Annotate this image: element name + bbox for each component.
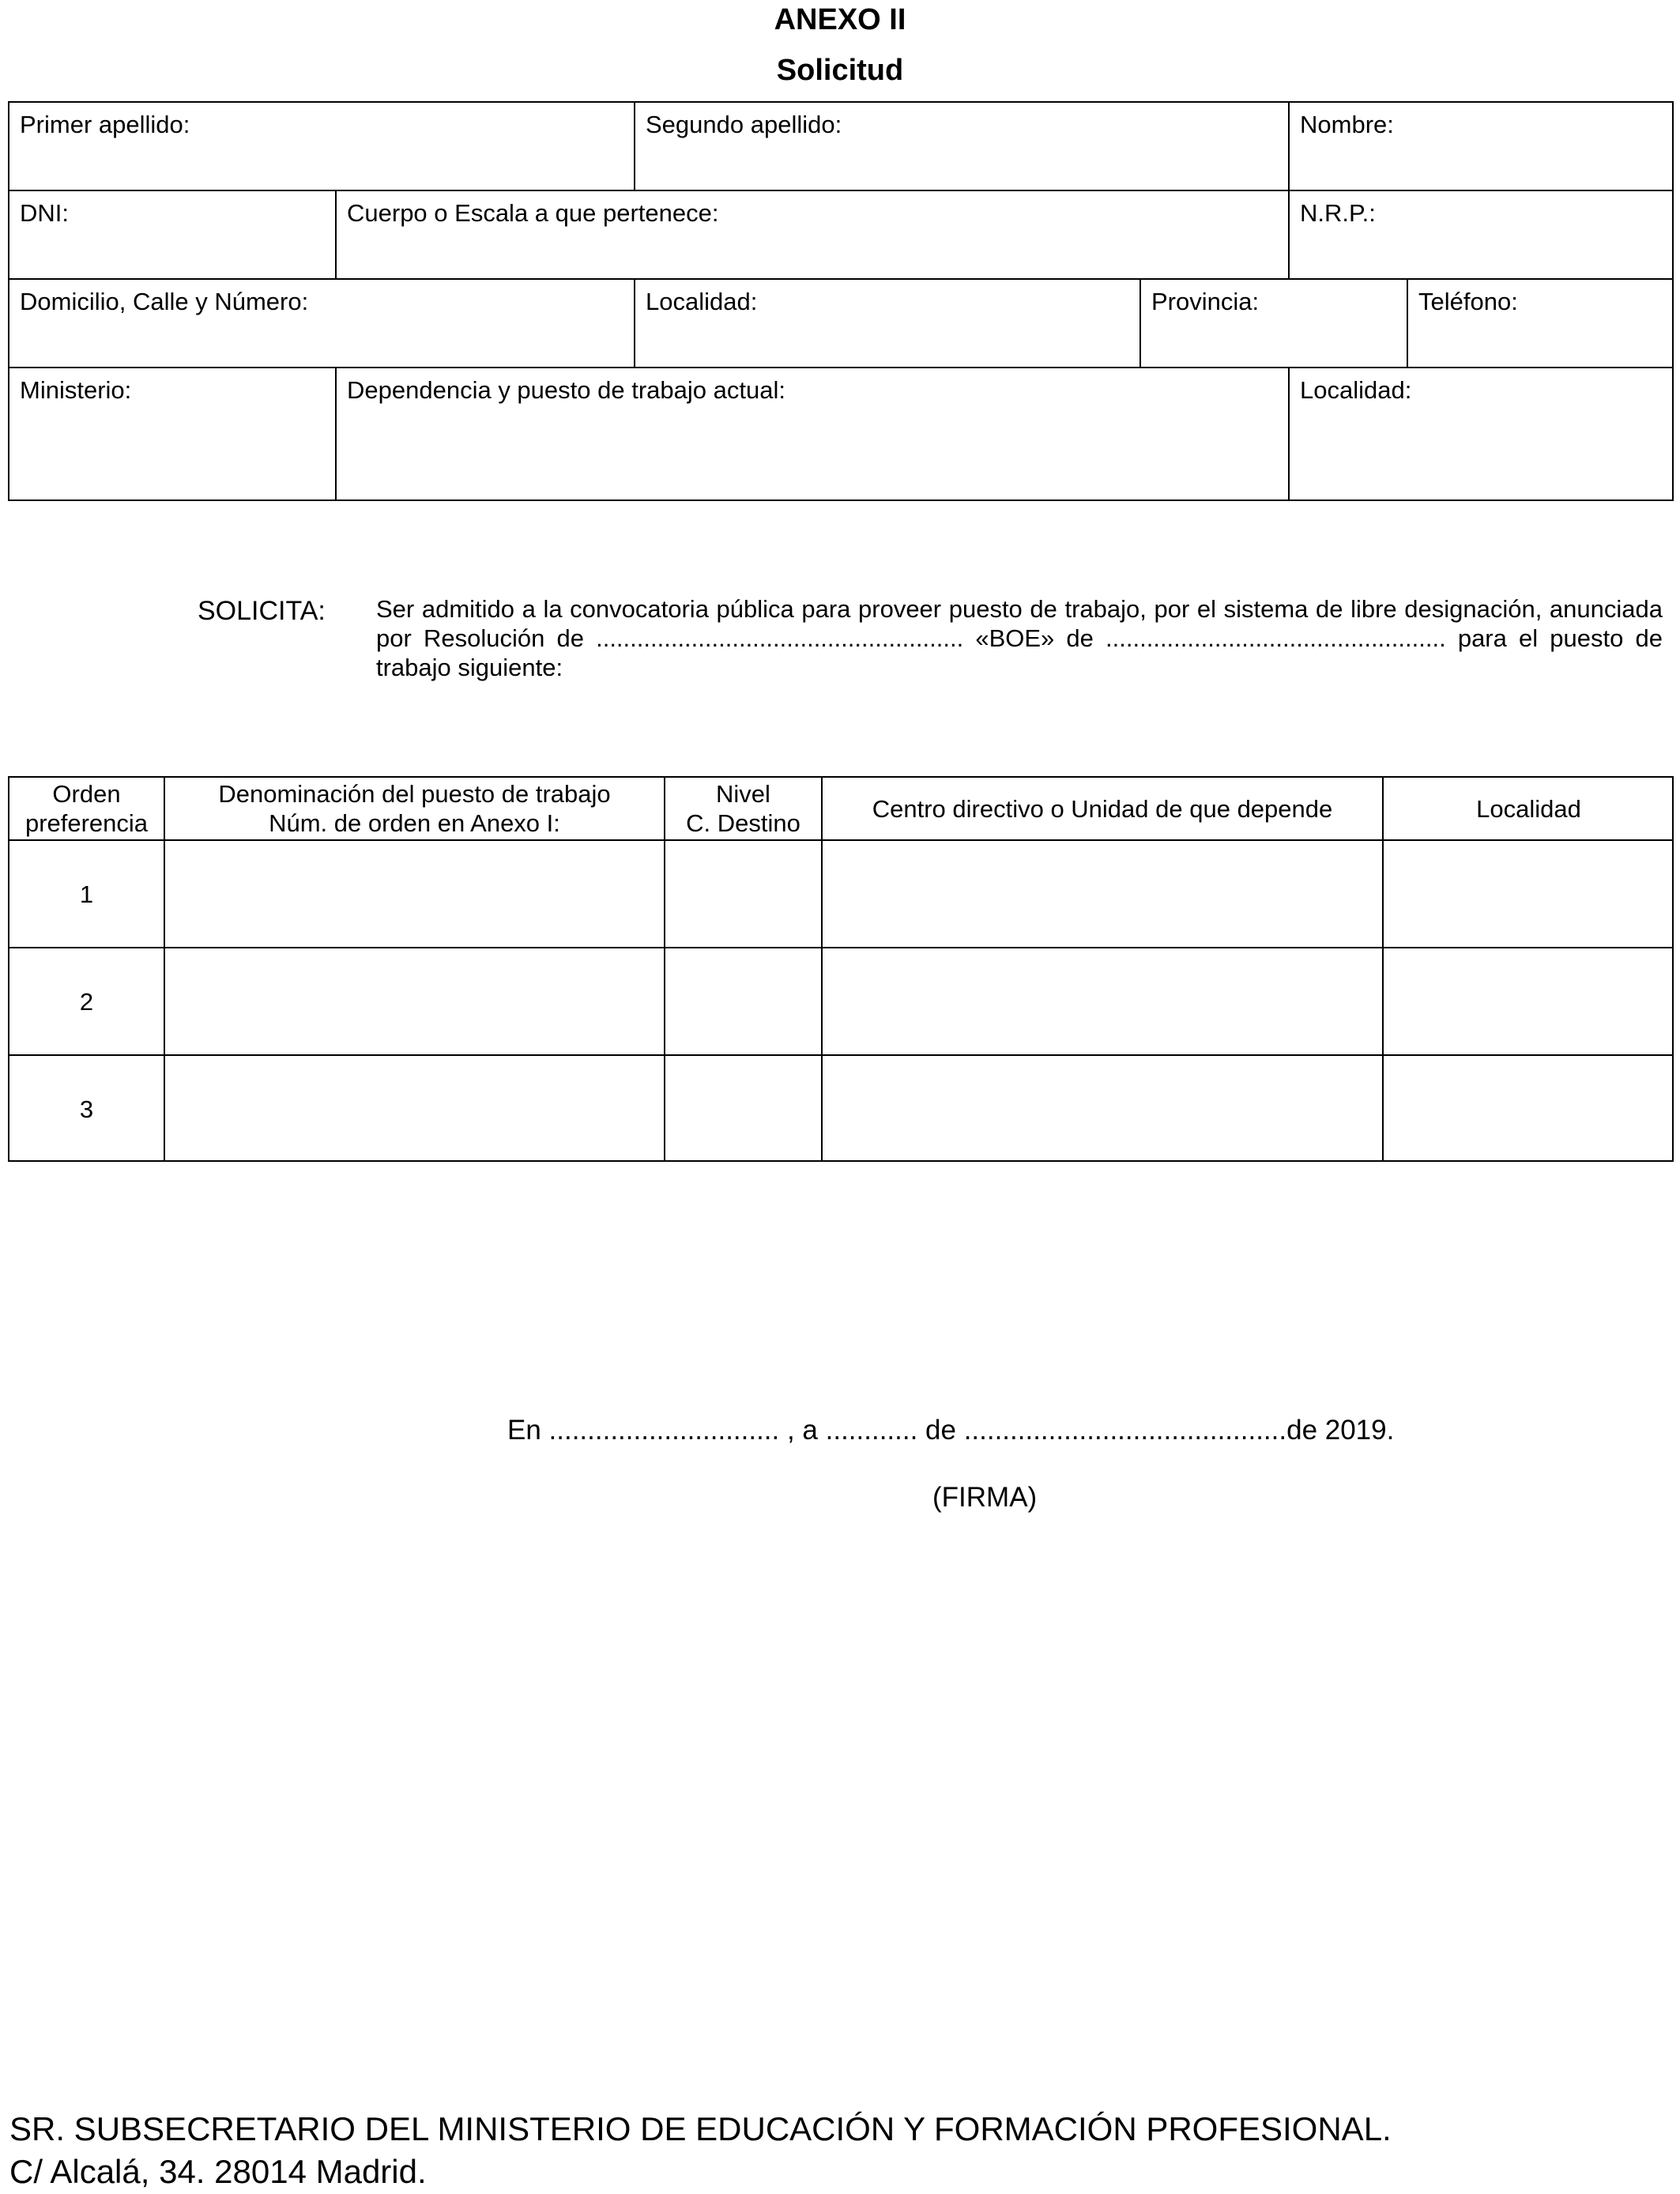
- table-row-1-nivel[interactable]: [664, 839, 821, 947]
- table-row-1-orden: [8, 839, 164, 947]
- header-nivel: [664, 776, 821, 839]
- solicita-text: Ser admitido a la convocatoria pública para proveer puesto de trabajo, por el sistema de libre designación, anunciada por Resolución de ...................................................... «BOE» de .................................................. para el puesto de trabajo siguiente:: [376, 595, 1663, 681]
- header-localidad: [1382, 776, 1674, 839]
- table-row-3-centro[interactable]: [821, 1054, 1382, 1162]
- field-localidad-trabajo[interactable]: Localidad:: [1288, 367, 1674, 501]
- field-domicilio[interactable]: Domicilio, Calle y Número:: [8, 278, 634, 367]
- table-border-bottom: [8, 1160, 1674, 1162]
- document-title: ANEXO II: [774, 3, 906, 36]
- table-row-1-denominacion[interactable]: [164, 839, 664, 947]
- header-localidad-label: Localidad: [1476, 794, 1581, 823]
- header-nivel-line2: C. Destino: [686, 809, 800, 837]
- header-centro: [821, 776, 1382, 839]
- date-place-line: En .............................. , a ............ de ..........................................de 2019.: [507, 1415, 1395, 1446]
- form-border-right: [1672, 101, 1674, 501]
- header-centro-label: Centro directivo o Unidad de que depende: [872, 794, 1333, 823]
- header-orden: [8, 776, 164, 839]
- field-dni[interactable]: DNI:: [8, 190, 335, 278]
- table-row-2-centro[interactable]: [821, 947, 1382, 1054]
- field-ministerio[interactable]: Ministerio:: [8, 367, 335, 501]
- document-subtitle: Solicitud: [776, 54, 904, 87]
- row-1-orden-value: 1: [79, 880, 94, 908]
- table-row-2-orden: [8, 947, 164, 1054]
- addressee-line-2: C/ Alcalá, 34. 28014 Madrid.: [9, 2153, 427, 2190]
- field-segundo-apellido[interactable]: Segundo apellido:: [634, 101, 1288, 190]
- table-row-2-denominacion[interactable]: [164, 947, 664, 1054]
- row-3-orden-value: 3: [79, 1095, 94, 1123]
- table-border-right: [1672, 776, 1674, 1162]
- form-border-bottom: [8, 499, 1674, 501]
- field-localidad[interactable]: Localidad:: [634, 278, 1139, 367]
- field-telefono[interactable]: Teléfono:: [1407, 278, 1674, 367]
- row-2-orden-value: 2: [79, 987, 94, 1016]
- table-row-3-denominacion[interactable]: [164, 1054, 664, 1162]
- solicita-label: SOLICITA:: [198, 596, 326, 626]
- table-row-3-orden: [8, 1054, 164, 1162]
- field-provincia[interactable]: Provincia:: [1139, 278, 1407, 367]
- field-primer-apellido[interactable]: Primer apellido:: [8, 101, 634, 190]
- table-row-2-localidad[interactable]: [1382, 947, 1674, 1054]
- table-row-1-localidad[interactable]: [1382, 839, 1674, 947]
- header-orden-line1: Orden: [52, 780, 121, 808]
- table-row-3-nivel[interactable]: [664, 1054, 821, 1162]
- header-denominacion-line1: Denominación del puesto de trabajo: [218, 780, 611, 808]
- header-denominacion: [164, 776, 664, 839]
- header-denominacion-line2: Núm. de orden en Anexo I:: [269, 809, 560, 837]
- table-row-1-centro[interactable]: [821, 839, 1382, 947]
- field-nombre[interactable]: Nombre:: [1288, 101, 1674, 190]
- field-cuerpo-escala[interactable]: Cuerpo o Escala a que pertenece:: [335, 190, 1288, 278]
- table-row-3-localidad[interactable]: [1382, 1054, 1674, 1162]
- header-orden-line2: preferencia: [24, 809, 149, 837]
- field-nrp[interactable]: N.R.P.:: [1288, 190, 1674, 278]
- table-row-2-nivel[interactable]: [664, 947, 821, 1054]
- field-dependencia[interactable]: Dependencia y puesto de trabajo actual:: [335, 367, 1288, 501]
- signature-label: (FIRMA): [932, 1482, 1038, 1513]
- addressee-line-1: SR. SUBSECRETARIO DEL MINISTERIO DE EDUCACIÓN Y FORMACIÓN PROFESIONAL.: [9, 2110, 1392, 2147]
- header-nivel-line1: Nivel: [716, 780, 770, 808]
